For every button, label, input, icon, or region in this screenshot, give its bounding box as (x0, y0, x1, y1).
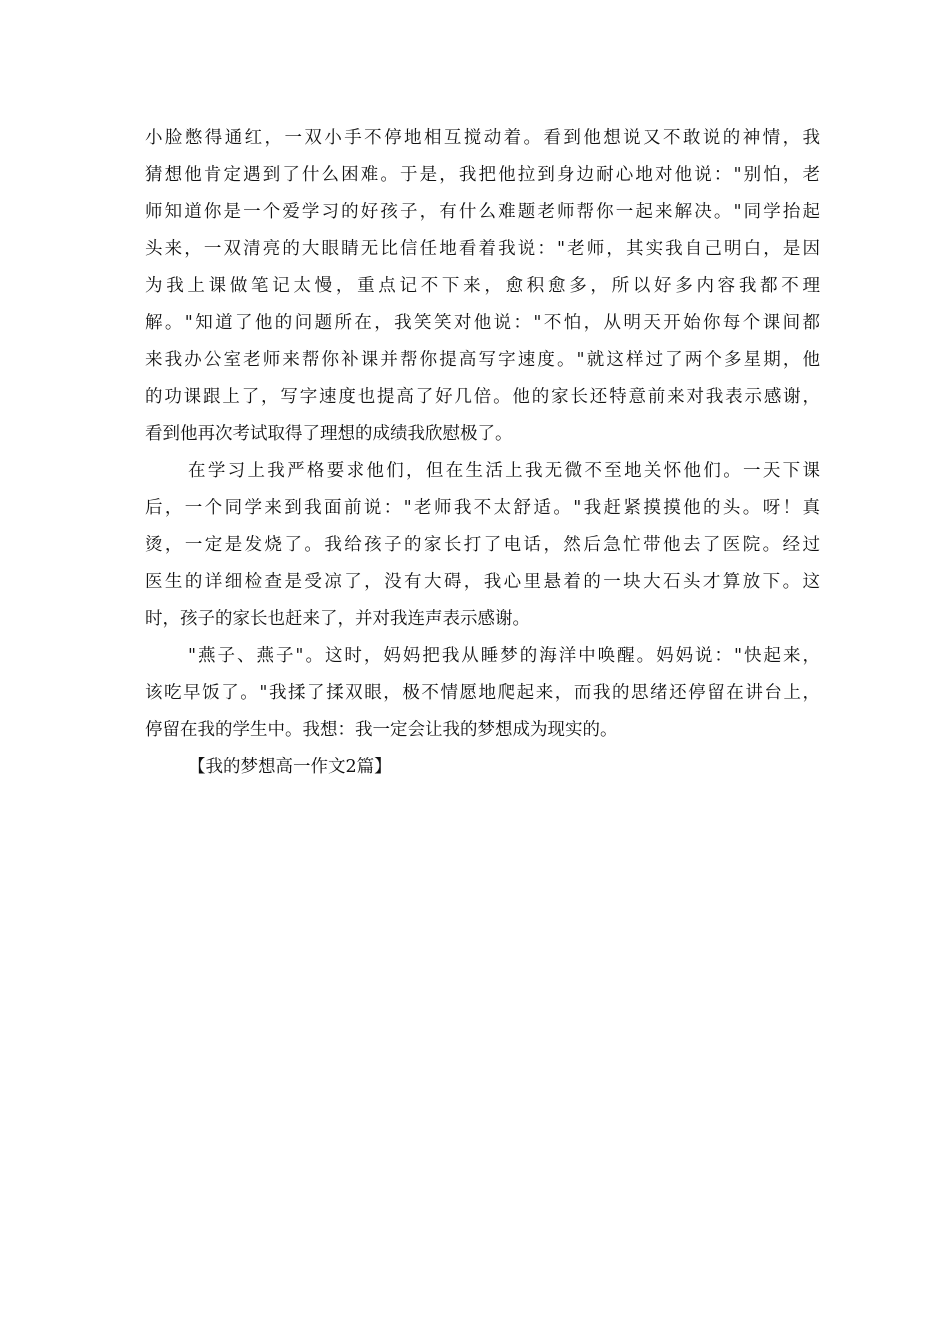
text-line: 头来，一双清亮的大眼睛无比信任地看着我说："老师，其实我自己明白，是因 (145, 239, 820, 259)
text-line: 猜想他肯定遇到了什么困难。于是，我把他拉到身边耐心地对他说："别怕，老 (145, 165, 820, 185)
paragraph-3 (145, 638, 820, 749)
text-line: 小脸憋得通红，一双小手不停地相互搅动着。看到他想说又不敢说的神情，我 (145, 128, 820, 148)
text-line: 时，孩子的家长也赶来了，并对我连声表示感谢。 (145, 609, 530, 629)
text-line: 停留在我的学生中。我想：我一定会让我的梦想成为现实的。 (145, 720, 618, 740)
paragraph-1 (145, 120, 820, 453)
text-line: 的功课跟上了，写字速度也提高了好几倍。他的家长还特意前来对我表示感谢， (145, 387, 820, 407)
text-line: 来我办公室老师来帮你补课并帮你提高写字速度。"就这样过了两个多星期，他 (145, 350, 820, 370)
text-line: 医生的详细检查是受凉了，没有大碍，我心里悬着的一块大石头才算放下。这 (145, 572, 820, 592)
text-line: 为我上课做笔记太慢，重点记不下来，愈积愈多，所以好多内容我都不理 (145, 276, 820, 296)
text-line: "燕子、燕子"。这时，妈妈把我从睡梦的海洋中唤醒。妈妈说："快起来， (188, 646, 820, 666)
section-title: 【我的梦想高一作文2篇】 (188, 757, 392, 777)
document-body (145, 120, 820, 786)
text-line: 烫，一定是发烧了。我给孩子的家长打了电话，然后急忙带他去了医院。经过 (145, 535, 820, 555)
text-line: 看到他再次考试取得了理想的成绩我欣慰极了。 (145, 424, 513, 444)
text-line: 该吃早饭了。"我揉了揉双眼，极不情愿地爬起来，而我的思绪还停留在讲台上， (145, 683, 820, 703)
text-line: 师知道你是一个爱学习的好孩子，有什么难题老师帮你一起来解决。"同学抬起 (145, 202, 820, 222)
text-line: 在学习上我严格要求他们，但在生活上我无微不至地关怀他们。一天下课 (188, 461, 820, 481)
text-line: 后，一个同学来到我面前说："老师我不太舒适。"我赶紧摸摸他的头。呀！真 (145, 498, 820, 518)
paragraph-2 (145, 453, 820, 638)
text-line: 解。"知道了他的问题所在，我笑笑对他说："不怕，从明天开始你每个课间都 (145, 313, 820, 333)
